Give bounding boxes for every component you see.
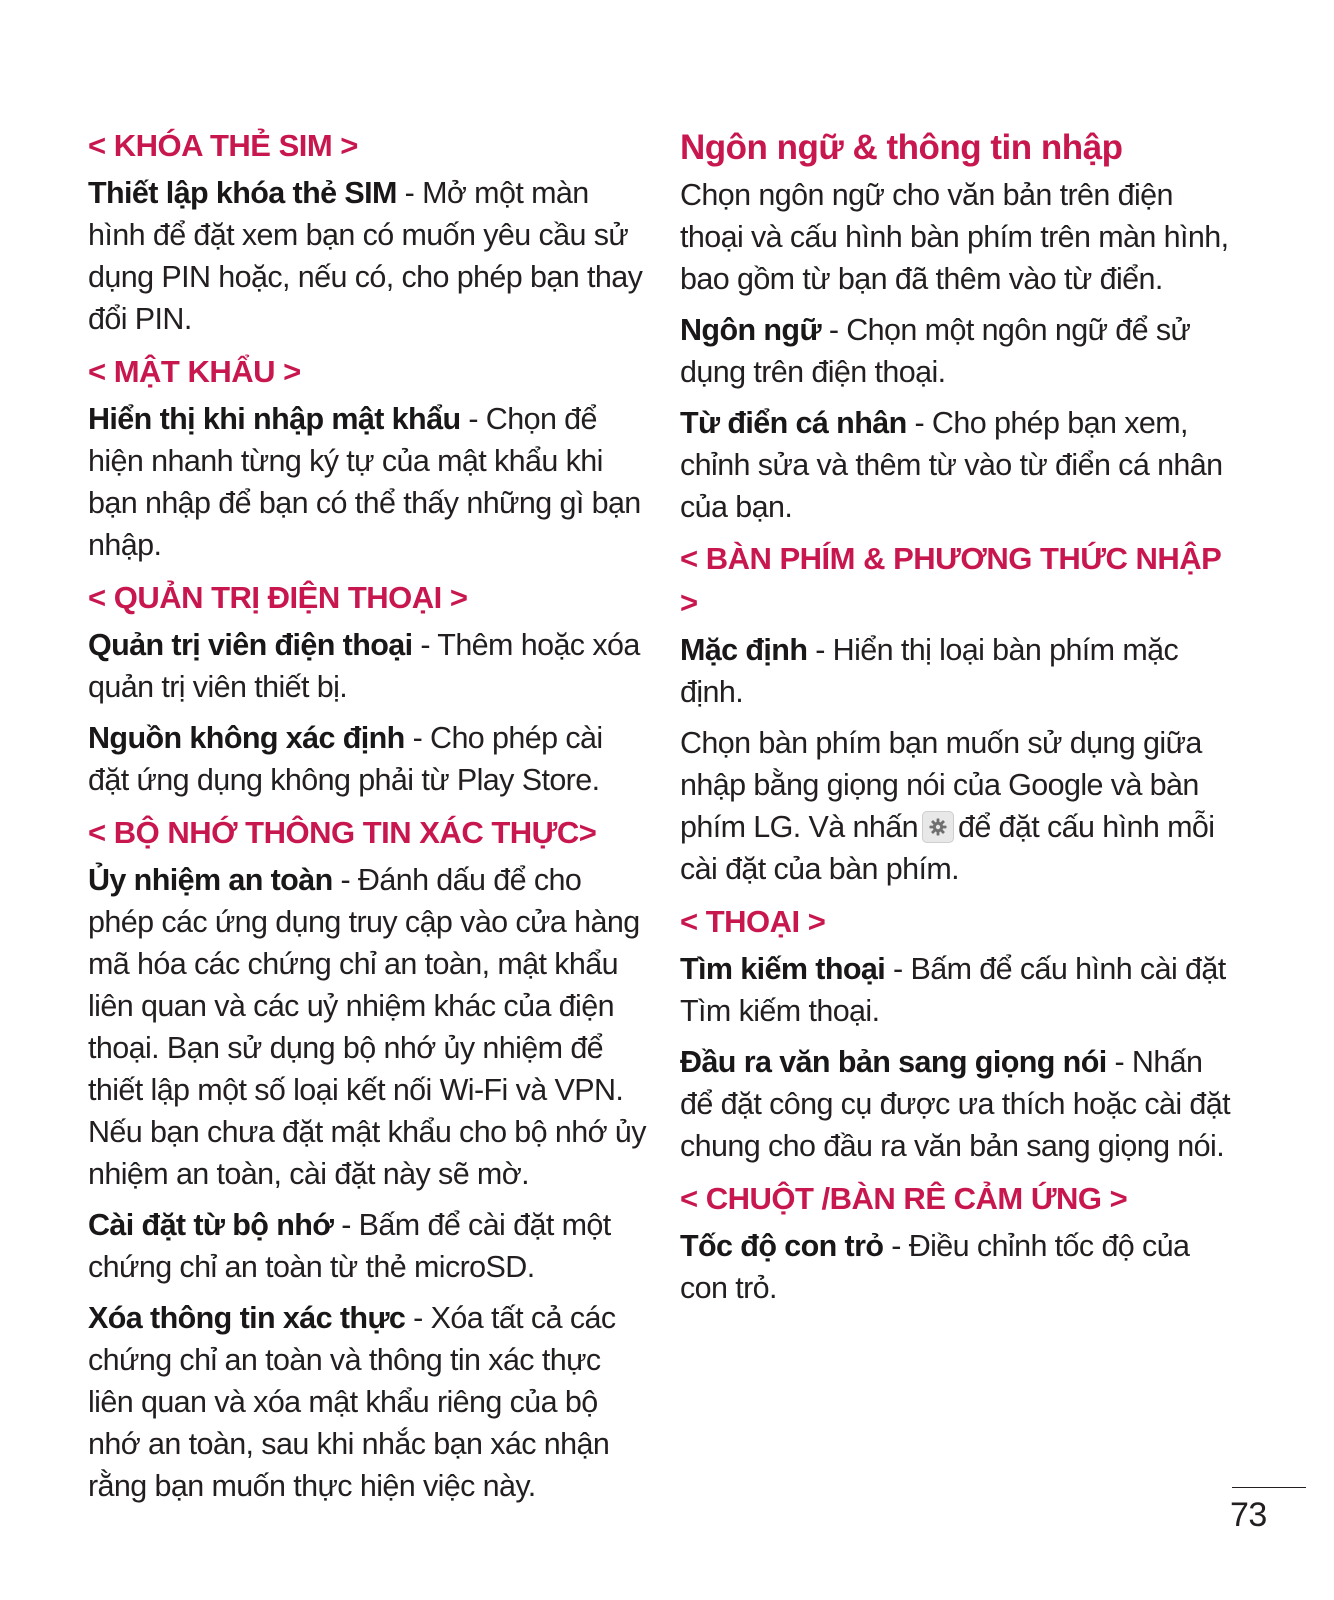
section-password: [88, 350, 648, 566]
setting-description: [88, 398, 648, 566]
note-text-after: để đặt cấu hình mỗi cài đặt của bàn phím.: [680, 810, 1215, 886]
intro-text: Chọn ngôn ngữ cho văn bản trên điện thoại và cấu hình bàn phím trên màn hình, bao gồm từ bạn đã thêm vào từ điển.: [680, 178, 1229, 296]
setting-term: Đầu ra văn bản sang giọng nói: [680, 1045, 1107, 1079]
setting-term: Quản trị viên điện thoại: [88, 628, 413, 662]
page-title: Ngôn ngữ & thông tin nhập: [680, 128, 1123, 167]
section-heading: < KHÓA THẺ SIM >: [88, 128, 358, 163]
setting-description: [680, 1225, 1240, 1309]
setting-description: [88, 1297, 648, 1507]
settings-gear-icon: [922, 811, 954, 843]
setting-description: [680, 1041, 1240, 1167]
setting-term: Tìm kiếm thoại: [680, 952, 886, 986]
setting-text: - Bấm để cấu hình cài đặt Tìm kiếm thoại.: [680, 952, 1226, 1028]
setting-text: - Đánh dấu để cho phép các ứng dụng truy cập vào cửa hàng mã hóa các chứng chỉ an toàn, mật khẩu liên quan và các uỷ nhiệm khác của điện thoại. Bạn sử dụng bộ nhớ ủy nhiệm để thiết lập một số loại kết nối Wi-Fi và VPN. Nếu bạn chưa đặt mật khẩu cho bộ nhớ ủy nhiệm an toàn, cài đặt này sẽ mờ.: [88, 863, 646, 1191]
section-voice: [680, 900, 1240, 1167]
setting-text: - Nhấn để đặt công cụ được ưa thích hoặc cài đặt chung cho đầu ra văn bản sang giọng nói.: [680, 1045, 1231, 1163]
setting-text: - Mở một màn hình để đặt xem bạn có muốn yêu cầu sử dụng PIN hoặc, nếu có, cho phép bạn thay đổi PIN.: [88, 176, 643, 336]
setting-term: Nguồn không xác định: [88, 721, 405, 755]
section-keyboard-input: [680, 537, 1240, 890]
right-column: [680, 124, 1240, 1319]
setting-description: [88, 172, 648, 340]
section-heading: < QUẢN TRỊ ĐIỆN THOẠI >: [88, 580, 468, 615]
section-credential-storage: [88, 811, 648, 1507]
setting-description: [88, 717, 648, 801]
setting-description: [680, 629, 1240, 713]
section-heading: < CHUỘT /BÀN RÊ CẢM ỨNG >: [680, 1181, 1128, 1216]
setting-text: - Cho phép bạn xem, chỉnh sửa và thêm từ vào từ điển cá nhân của bạn.: [680, 406, 1223, 524]
section-device-admin: [88, 576, 648, 801]
setting-description: [88, 1204, 648, 1288]
left-column: [88, 124, 648, 1517]
page-number-rule: [1232, 1487, 1306, 1488]
setting-description: [680, 402, 1240, 528]
setting-term: Từ điển cá nhân: [680, 406, 907, 440]
setting-term: Ngôn ngữ: [680, 313, 821, 347]
setting-description: [680, 948, 1240, 1032]
section-mouse-trackpad: [680, 1177, 1240, 1309]
setting-text: - Cho phép cài đặt ứng dụng không phải từ Play Store.: [88, 721, 603, 797]
setting-term: Cài đặt từ bộ nhớ: [88, 1208, 334, 1242]
setting-term: Ủy nhiệm an toàn: [88, 863, 333, 897]
setting-text: - Chọn để hiện nhanh từng ký tự của mật khẩu khi bạn nhập để bạn có thể thấy những gì bạn nhập.: [88, 402, 641, 562]
setting-term: Mặc định: [680, 633, 808, 667]
setting-description: [88, 859, 648, 1195]
section-heading: < THOẠI >: [680, 904, 826, 939]
setting-term: Thiết lập khóa thẻ SIM: [88, 176, 397, 210]
setting-term: Hiển thị khi nhập mật khẩu: [88, 402, 461, 436]
setting-text: - Hiển thị loại bàn phím mặc định.: [680, 633, 1179, 709]
note-text-before: Chọn bàn phím bạn muốn sử dụng giữa nhập bằng giọng nói của Google và bàn phím LG. Và nhấn: [680, 726, 1202, 844]
keyboard-note: [680, 722, 1240, 890]
setting-text: - Bấm để cài đặt một chứng chỉ an toàn từ thẻ microSD.: [88, 1208, 611, 1284]
setting-text: - Xóa tất cả các chứng chỉ an toàn và thông tin xác thực liên quan và xóa mật khẩu riêng của bộ nhớ an toàn, sau khi nhắc bạn xác nhận rằng bạn muốn thực hiện việc này.: [88, 1301, 616, 1503]
page-number: 73: [1230, 1496, 1267, 1534]
section-heading: < MẬT KHẨU >: [88, 354, 301, 389]
setting-term: Tốc độ con trỏ: [680, 1229, 884, 1263]
setting-text: - Điều chỉnh tốc độ của con trỏ.: [680, 1229, 1190, 1305]
setting-text: - Chọn một ngôn ngữ để sử dụng trên điện thoại.: [680, 313, 1191, 389]
setting-text: - Thêm hoặc xóa quản trị viên thiết bị.: [88, 628, 640, 704]
setting-description: [88, 624, 648, 708]
section-heading: < BÀN PHÍM & PHƯƠNG THỨC NHẬP >: [680, 541, 1221, 620]
section-heading: < BỘ NHỚ THÔNG TIN XÁC THỰC>: [88, 815, 597, 850]
section-sim-lock: [88, 124, 648, 340]
setting-description: [680, 309, 1240, 393]
setting-term: Xóa thông tin xác thực: [88, 1301, 406, 1335]
